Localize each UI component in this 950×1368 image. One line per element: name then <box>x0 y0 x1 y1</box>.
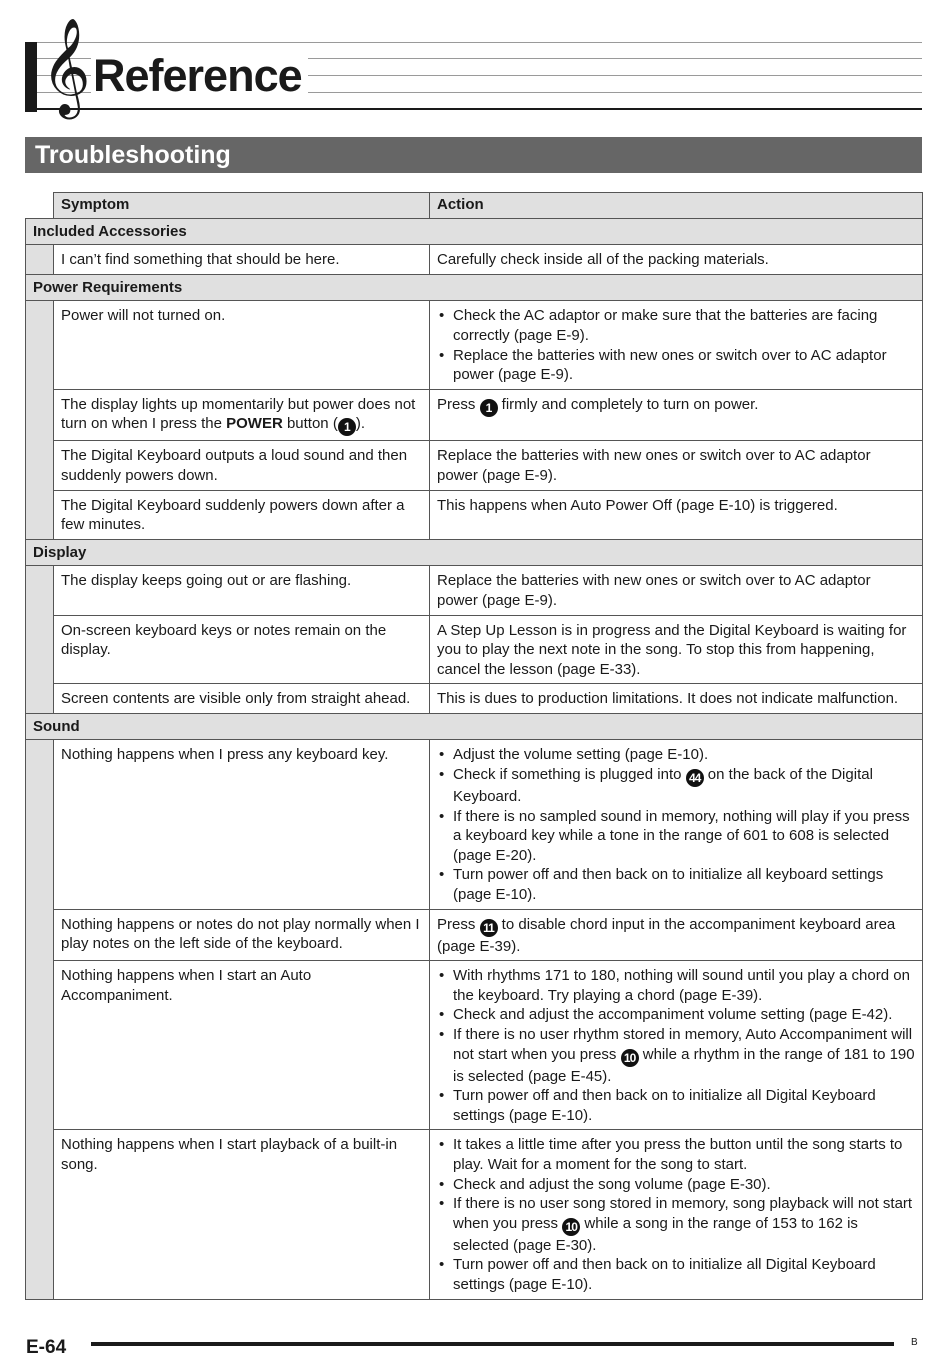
action-cell: Replace the batteries with new ones or switch over to AC adaptor power (page E-9). <box>430 566 923 615</box>
table-row <box>26 740 923 909</box>
action-text: If there is no user rhythm stored in memory, Auto Accompaniment will not start when you press <box>453 1026 913 1063</box>
category-row <box>26 539 923 566</box>
table-row <box>26 490 923 539</box>
action-cell: This is dues to production limitations. It does not indicate malfunction. <box>430 684 923 714</box>
footer-code: B <box>911 1337 918 1348</box>
button-number-icon: 1 <box>338 418 356 436</box>
action-cell <box>430 301 923 389</box>
action-text: Press <box>437 915 480 933</box>
symptom-text: ). <box>355 415 365 433</box>
symptom-cell: I can’t find something that should be here. <box>54 245 430 275</box>
action-text: Check if something is plugged into <box>453 766 686 784</box>
action-list <box>437 1135 915 1294</box>
action-item: • Check and adjust the accompaniment volume setting (page E-42). <box>437 1005 915 1025</box>
action-item: • Replace the batteries with new ones or switch over to AC adaptor power (page E-9). <box>437 346 915 385</box>
symptom-cell: Screen contents are visible only from straight ahead. <box>54 684 430 714</box>
table-row <box>26 301 923 389</box>
table-row <box>26 1130 923 1299</box>
button-number-icon: 10 <box>562 1218 580 1236</box>
action-text: Press <box>437 395 480 413</box>
action-item: • Turn power off and then back on to initialize all Digital Keyboard settings (page E-10). <box>437 1255 915 1294</box>
symptom-cell: The Digital Keyboard suddenly powers down after a few minutes. <box>54 490 430 539</box>
action-cell <box>430 740 923 909</box>
action-list <box>437 966 915 1125</box>
action-text: while a song in the range of 153 to 162 is selected (page E-30). <box>453 1214 858 1254</box>
category-row <box>26 274 923 301</box>
symptom-cell: On-screen keyboard keys or notes remain on the display. <box>54 615 430 684</box>
table-row <box>26 441 923 490</box>
category-label: Included Accessories <box>26 218 923 245</box>
symptom-text: button ( <box>282 415 338 433</box>
row-gutter <box>26 740 54 1299</box>
action-item: • If there is no sampled sound in memory, nothing will play if you press a keyboard key while a tone in the range of 601 to 608 is selected (page E-20). <box>437 807 915 866</box>
staff-line <box>37 42 922 43</box>
table-row <box>26 566 923 615</box>
symptom-cell <box>54 389 430 441</box>
staff-line-bottom <box>37 108 922 110</box>
treble-clef-icon: 𝄞 <box>41 17 91 115</box>
action-item: • Check and adjust the song volume (page E-30). <box>437 1175 915 1195</box>
table-row <box>26 245 923 275</box>
page-number: E-64 <box>26 1337 67 1358</box>
row-gutter <box>26 566 54 714</box>
action-text: If there is no user song stored in memory, song playback will not start when you press <box>453 1195 913 1232</box>
action-cell: A Step Up Lesson is in progress and the Digital Keyboard is waiting for you to play the next note in the song. To stop this from happening, cancel the lesson (page E-33). <box>430 615 923 684</box>
action-cell <box>430 1130 923 1299</box>
action-item: • Turn power off and then back on to initialize all Digital Keyboard settings (page E-10). <box>437 1086 915 1125</box>
action-cell: This happens when Auto Power Off (page E-10) is triggered. <box>430 490 923 539</box>
symptom-cell: The display keeps going out or are flashing. <box>54 566 430 615</box>
category-row <box>26 218 923 245</box>
power-button-label: POWER <box>226 415 283 433</box>
button-number-icon: 1 <box>480 399 498 417</box>
action-item: • Check the AC adaptor or make sure that the batteries are facing correctly (page E-9). <box>437 306 915 345</box>
symptom-cell: Power will not turned on. <box>54 301 430 389</box>
column-header-symptom: Symptom <box>54 193 430 219</box>
category-label: Sound <box>26 713 923 740</box>
action-cell <box>430 909 923 961</box>
footer-rule <box>91 1342 894 1346</box>
category-label: Power Requirements <box>26 274 923 301</box>
table-row <box>26 684 923 714</box>
symptom-cell: Nothing happens or notes do not play normally when I play notes on the left side of the keyboard. <box>54 909 430 961</box>
action-text: to disable chord input in the accompaniment keyboard area (page E-39). <box>437 915 896 955</box>
action-list <box>437 745 915 904</box>
action-item <box>437 1194 915 1255</box>
button-number-icon: 10 <box>621 1049 639 1067</box>
action-cell <box>430 961 923 1130</box>
action-item: • With rhythms 171 to 180, nothing will sound until you play a chord on the keyboard. Try playing a chord (page E-39). <box>437 966 915 1005</box>
page-title: Reference <box>91 52 308 100</box>
row-gutter <box>26 245 54 275</box>
table-row <box>26 961 923 1130</box>
symptom-cell: Nothing happens when I start an Auto Accompaniment. <box>54 961 430 1130</box>
action-item <box>437 1025 915 1086</box>
table-row <box>26 615 923 684</box>
action-text: while a rhythm in the range of 181 to 190 is selected (page E-45). <box>453 1045 915 1085</box>
button-number-icon: 44 <box>686 769 704 787</box>
action-item: • Adjust the volume setting (page E-10). <box>437 745 915 765</box>
section-header <box>25 137 922 173</box>
header-bar <box>25 42 37 112</box>
action-item <box>437 765 915 807</box>
symptom-cell: Nothing happens when I press any keyboard key. <box>54 740 430 909</box>
chapter-header <box>25 17 922 115</box>
action-list <box>437 306 915 384</box>
action-cell <box>430 389 923 441</box>
row-gutter <box>26 301 54 539</box>
button-number-icon: 11 <box>480 919 498 937</box>
symptom-cell: The Digital Keyboard outputs a loud sound and then suddenly powers down. <box>54 441 430 490</box>
category-row <box>26 713 923 740</box>
table-row <box>26 389 923 441</box>
symptom-text: The display lights up momentarily but power does not turn on when I press the <box>61 395 416 433</box>
table-header-row <box>26 193 923 219</box>
action-cell: Replace the batteries with new ones or switch over to AC adaptor power (page E-9). <box>430 441 923 490</box>
action-text: firmly and completely to turn on power. <box>497 395 759 413</box>
symptom-cell: Nothing happens when I start playback of a built-in song. <box>54 1130 430 1299</box>
action-item: • Turn power off and then back on to initialize all keyboard settings (page E-10). <box>437 865 915 904</box>
troubleshooting-table <box>25 192 923 1300</box>
column-header-action: Action <box>430 193 923 219</box>
table-row <box>26 909 923 961</box>
action-item: • It takes a little time after you press the button until the song starts to play. Wait for a moment for the song to start. <box>437 1135 915 1174</box>
action-cell: Carefully check inside all of the packing materials. <box>430 245 923 275</box>
category-label: Display <box>26 539 923 566</box>
action-text: on the back of the Digital Keyboard. <box>453 766 873 806</box>
section-title: Troubleshooting <box>35 141 231 169</box>
header-spacer <box>26 193 54 219</box>
